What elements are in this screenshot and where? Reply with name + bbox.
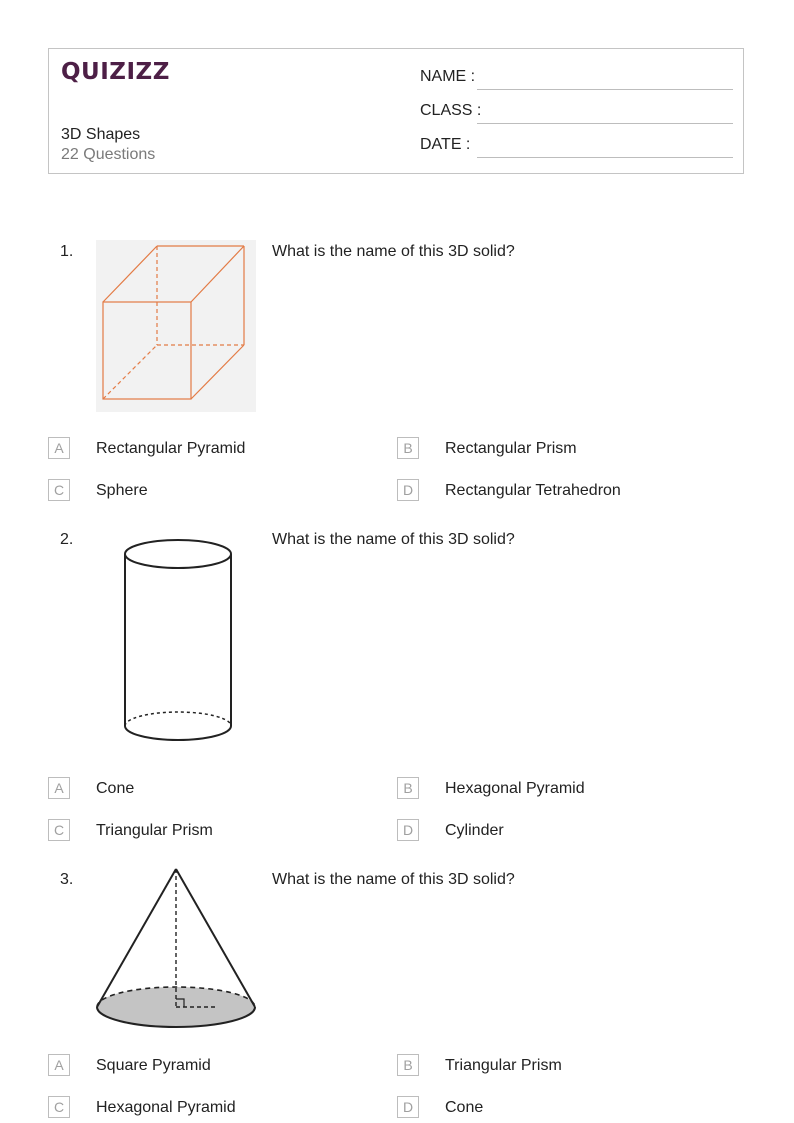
name-field[interactable] <box>477 89 733 90</box>
worksheet-title: 3D Shapes <box>61 126 141 143</box>
option-1c-letter[interactable]: C <box>48 479 70 501</box>
option-2b-text[interactable]: Hexagonal Pyramid <box>445 780 585 797</box>
option-2d-text[interactable]: Cylinder <box>445 822 504 839</box>
option-3b-text[interactable]: Triangular Prism <box>445 1057 562 1074</box>
question-3-text: What is the name of this 3D solid? <box>272 871 515 888</box>
option-3d-text[interactable]: Cone <box>445 1099 484 1116</box>
date-field[interactable] <box>477 157 733 158</box>
option-2c-text[interactable]: Triangular Prism <box>96 822 213 839</box>
option-3c-letter[interactable]: C <box>48 1096 70 1118</box>
question-2-text: What is the name of this 3D solid? <box>272 531 515 548</box>
option-3b-letter[interactable]: B <box>397 1054 419 1076</box>
option-1c-text[interactable]: Sphere <box>96 482 148 499</box>
date-label: DATE : <box>420 136 471 153</box>
cube-image <box>96 240 256 412</box>
option-2c-letter[interactable]: C <box>48 819 70 841</box>
option-2a-letter[interactable]: A <box>48 777 70 799</box>
question-1-text: What is the name of this 3D solid? <box>272 243 515 260</box>
question-1-number: 1. <box>60 243 74 260</box>
option-2b-letter[interactable]: B <box>397 777 419 799</box>
option-1a-text[interactable]: Rectangular Pyramid <box>96 440 246 457</box>
worksheet-header <box>48 48 744 174</box>
option-1a-letter[interactable]: A <box>48 437 70 459</box>
option-1b-text[interactable]: Rectangular Prism <box>445 440 577 457</box>
option-3c-text[interactable]: Hexagonal Pyramid <box>96 1099 236 1116</box>
option-2a-text[interactable]: Cone <box>96 780 135 797</box>
name-label: NAME : <box>420 68 476 85</box>
question-count: 22 Questions <box>61 146 156 163</box>
cone-image <box>94 866 258 1032</box>
question-3-number: 3. <box>60 871 74 888</box>
option-1b-letter[interactable]: B <box>397 437 419 459</box>
quizizz-logo: QUIZIZZ <box>61 59 170 85</box>
option-2d-letter[interactable]: D <box>397 819 419 841</box>
option-3a-text[interactable]: Square Pyramid <box>96 1057 211 1074</box>
class-field[interactable] <box>477 123 733 124</box>
cylinder-image <box>118 536 238 746</box>
option-3d-letter[interactable]: D <box>397 1096 419 1118</box>
option-1d-text[interactable]: Rectangular Tetrahedron <box>445 482 621 499</box>
option-3a-letter[interactable]: A <box>48 1054 70 1076</box>
option-1d-letter[interactable]: D <box>397 479 419 501</box>
class-label: CLASS : <box>420 102 482 119</box>
question-2-number: 2. <box>60 531 74 548</box>
